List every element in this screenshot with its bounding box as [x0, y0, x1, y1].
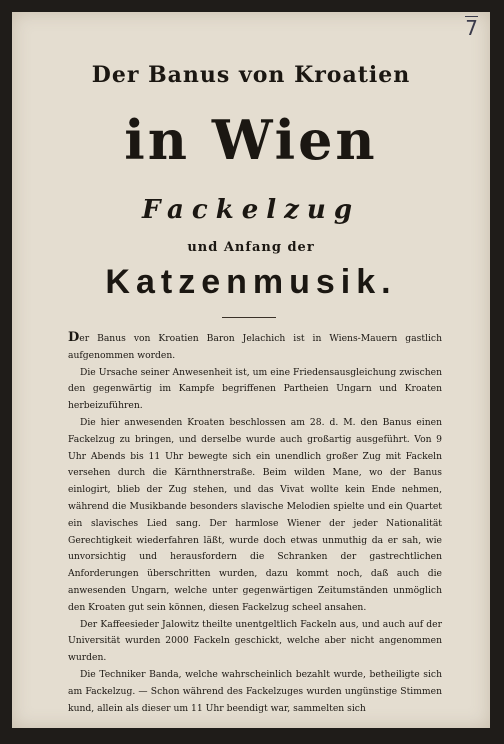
- title-line-3: Fackelzug: [142, 195, 360, 225]
- paragraph-1: [68, 330, 442, 365]
- paragraph-5: Die Techniker Banda, welche wahrscheinlich bezahlt wurde, betheiligte sich am Fackelzug. — Schon während des Fackelzuges wurden ungünstige Stimmen kund, allein als dieser um 11 Uhr beendigt war, sammelten sich: [68, 668, 442, 714]
- drop-cap: D: [68, 330, 80, 345]
- body-text: [68, 330, 442, 717]
- pencil-page-number: 7: [465, 16, 478, 40]
- title-line-2: in Wien: [124, 108, 378, 172]
- paragraph-2: Die Ursache seiner Anwesenheit ist, um eine Friedensausgleichung zwischen den gegenwärtig im Kampfe begriffenen Partheien Ungarn und Kroaten herbeizuführen.: [68, 366, 442, 412]
- paragraph-4: Der Kaffeesieder Jalowitz theilte unentgeltlich Fackeln aus, und auch auf der Universität wurden 2000 Fackeln geschickt, welche aber nicht angenommen wurden.: [68, 618, 442, 664]
- title-line-4: und Anfang der: [187, 240, 315, 255]
- paragraph-1-text: er Banus von Kroatien Baron Jelachich ist in Wiens-Mauern gastlich aufgenommen worden.: [68, 333, 442, 361]
- paragraph-3: Die hier anwesenden Kroaten beschlossen am 28. d. M. den Banus einen Fackelzug zu bringen, und derselbe wurde auch großartig ausgeführt. Von 9 Uhr Abends bis 11 Uhr bewegte sich ein unendlich großer Zug mit Fackeln versehen durch die Kärnthnerstraße. Beim wilden Mane, wo der Banus einlogirt, blieb der Zug stehen, und das Vivat wollte kein Ende nehmen, während die Musikbande besonders slavische Melodien spielte und ein Quartet ein slavisches Lied sang. Der harmlose Wiener der jeder Nationalität Gerechtigkeit wiederfahren läßt, wurde doch etwas unmuthig da er sah, wie unvorsichtig und herausfordern die Schranken der gastrechtlichen Anforderungen überschritten wurden, dazu kommt noch, daß auch die anwesenden Ungarn, welche unter gegenwärtigen Zeitumständen unmöglich den Kroaten gut sein können, diesen Fackelzug scheel ansahen.: [68, 416, 442, 613]
- separator-rule: [222, 317, 276, 318]
- broadside-sheet: [12, 12, 490, 728]
- title-line-5: Katzenmusik.: [105, 263, 397, 301]
- title-line-1: Der Banus von Kroatien: [91, 62, 411, 88]
